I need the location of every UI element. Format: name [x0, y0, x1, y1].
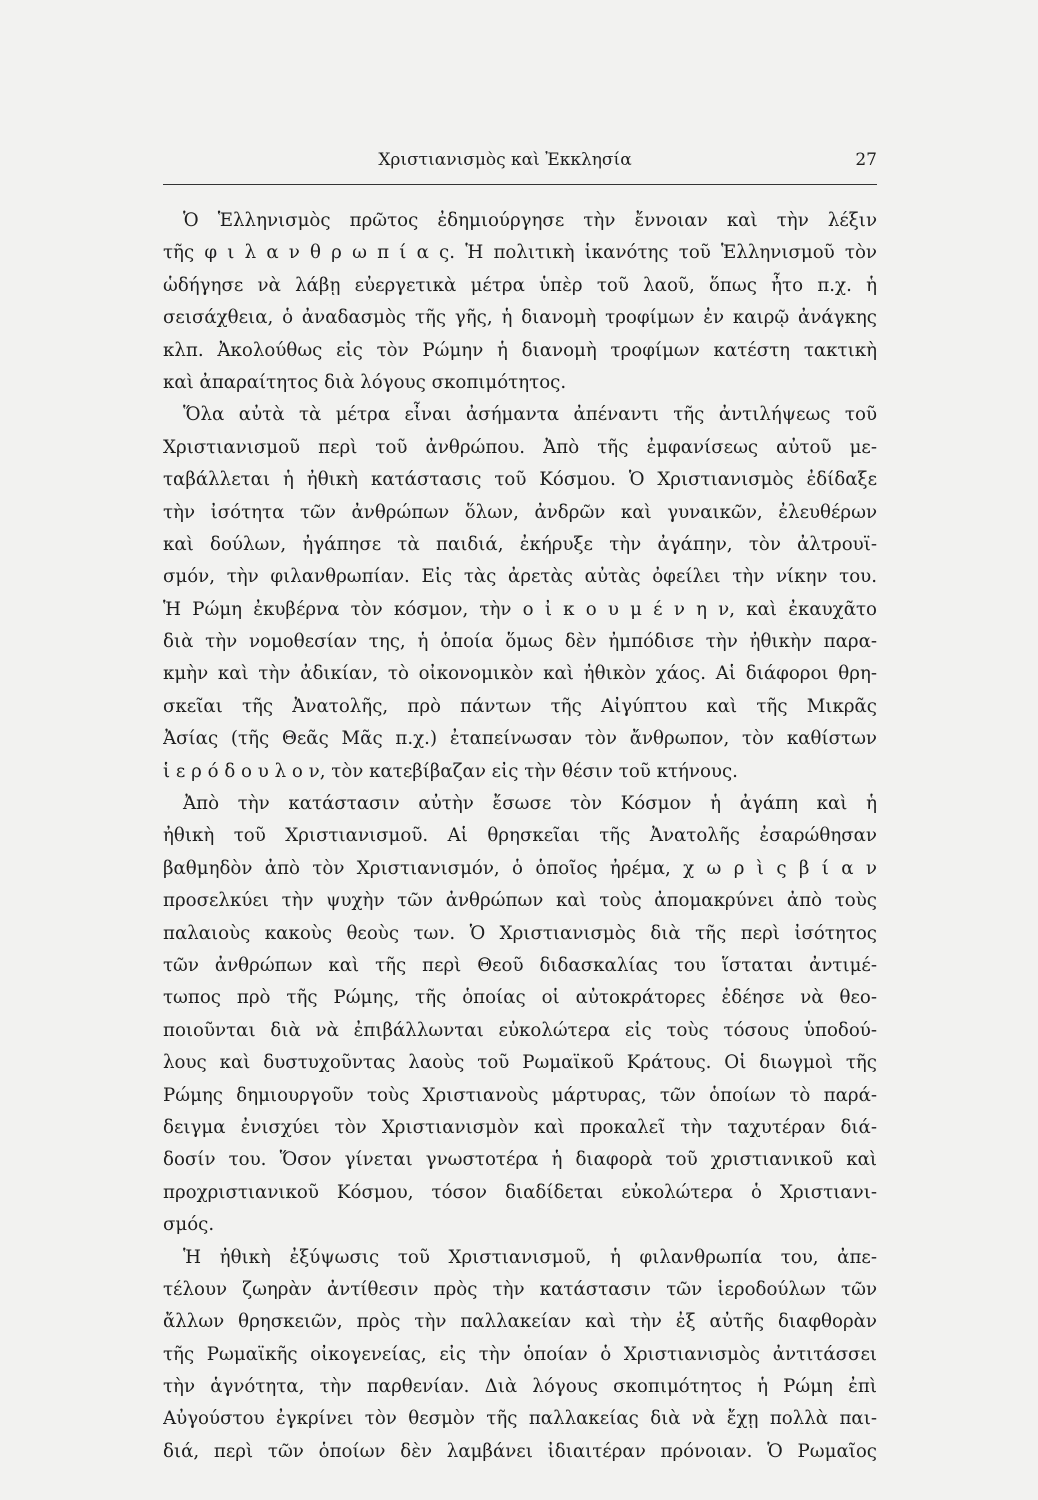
text-line: Ὅλα αὐτὰ τὰ μέτρα εἶναι ἀσήμαντα ἀπέναντι τῆς ἀντιλήψεως τοῦ: [183, 404, 877, 426]
text-line: διὰ τὴν νομοθεσίαν της, ἡ ὁποία ὅμως δὲν ἠμπόδισε τὴν ἠθικὴν παρα-: [163, 631, 877, 653]
text-line: Ἡ ἠθικὴ ἐξύψωσις τοῦ Χριστιανισμοῦ, ἡ φιλανθρωπία του, ἀπε-: [183, 1246, 877, 1268]
text-line: σκεῖαι τῆς Ἀνατολῆς, πρὸ πάντων τῆς Αἰγύπτου καὶ τῆς Μικρᾶς: [163, 695, 877, 717]
text-line: ἄλλων θρησκειῶν, πρὸς τὴν παλλακείαν καὶ τὴν ἐξ αὐτῆς διαφθορὰν: [163, 1311, 877, 1333]
text-line: προσελκύει τὴν ψυχὴν τῶν ἀνθρώπων καὶ τοὺς ἀπομακρύνει ἀπὸ τοὺς: [163, 890, 877, 912]
text-line: δοσίν του. Ὅσον γίνεται γνωστοτέρα ἡ διαφορὰ τοῦ χριστιανικοῦ καὶ: [163, 1149, 877, 1171]
text-line: σμός.: [163, 1214, 215, 1236]
text-line: Ἡ Ρώμη ἐκυβέρνα τὸν κόσμον, τὴν ο ἰ κ ο υ μ έ ν η ν, καὶ ἐκαυχᾶτο: [163, 598, 877, 620]
text-line: Χριστιανισμοῦ περὶ τοῦ ἀνθρώπου. Ἀπὸ τῆς ἐμφανίσεως αὐτοῦ με-: [163, 436, 877, 458]
body-text: [163, 205, 877, 1468]
text-line: τωπος πρὸ τῆς Ρώμης, τῆς ὁποίας οἱ αὐτοκράτορες ἐδέησε νὰ θεο-: [163, 987, 877, 1009]
text-line: σεισάχθεια, ὁ ἀναδασμὸς τῆς γῆς, ἡ διανομὴ τροφίμων ἐν καιρῷ ἀνάγκης: [163, 307, 877, 329]
text-line: Ἀπὸ τὴν κατάστασιν αὐτὴν ἔσωσε τὸν Κόσμον ἡ ἀγάπη καὶ ἡ: [183, 793, 877, 815]
text-line: καὶ ἀπαραίτητος διὰ λόγους σκοπιμότητος.: [163, 371, 567, 393]
text-line: δειγμα ἐνισχύει τὸν Χριστιανισμὸν καὶ προκαλεῖ τὴν ταχυτέραν διά-: [163, 1116, 877, 1138]
text-line: ἱ ε ρ ό δ ο υ λ ο ν, τὸν κατεβίβαζαν εἰς τὴν θέσιν τοῦ κτήνους.: [163, 760, 738, 782]
text-line: παλαιοὺς κακοὺς θεοὺς των. Ὁ Χριστιανισμὸς διὰ τῆς περὶ ἰσότητος: [163, 922, 877, 944]
text-line: τὴν ἰσότητα τῶν ἀνθρώπων ὅλων, ἀνδρῶν καὶ γυναικῶν, ἐλευθέρων: [163, 501, 877, 523]
text-line: τὴν ἁγνότητα, τὴν παρθενίαν. Διὰ λόγους σκοπιμότητος ἡ Ρώμη ἐπὶ: [163, 1376, 877, 1398]
text-line: τῶν ἀνθρώπων καὶ τῆς περὶ Θεοῦ διδασκαλίας του ἵσταται ἀντιμέ-: [163, 954, 877, 976]
text-line: κλπ. Ἀκολούθως εἰς τὸν Ρώμην ἡ διανομὴ τροφίμων κατέστη τακτικὴ: [163, 339, 877, 361]
text-line: καὶ δούλων, ἠγάπησε τὰ παιδιά, ἐκήρυξε τὴν ἀγάπην, τὸν ἀλτρουϊ-: [163, 533, 877, 555]
text-line: Αὐγούστου ἐγκρίνει τὸν θεσμὸν τῆς παλλακείας διὰ νὰ ἔχῃ πολλὰ παι-: [163, 1408, 877, 1430]
text-line: λους καὶ δυστυχοῦντας λαοὺς τοῦ Ρωμαϊκοῦ Κράτους. Οἱ διωγμοὶ τῆς: [163, 1052, 877, 1074]
text-line: Ρώμης δημιουργοῦν τοὺς Χριστιανοὺς μάρτυρας, τῶν ὁποίων τὸ παρά-: [163, 1084, 877, 1106]
text-line: κμὴν καὶ τὴν ἀδικίαν, τὸ οἰκονομικὸν καὶ ἠθικὸν χάος. Αἱ διάφοροι θρη-: [163, 663, 877, 685]
text-line: τέλουν ζωηρὰν ἀντίθεσιν πρὸς τὴν κατάστασιν τῶν ἱεροδούλων τῶν: [163, 1278, 877, 1300]
text-line: Ἀσίας (τῆς Θεᾶς Μᾶς π.χ.) ἐταπείνωσαν τὸν ἄνθρωπον, τὸν καθίστων: [163, 728, 877, 750]
text-line: σμόν, τὴν φιλανθρωπίαν. Εἰς τὰς ἀρετὰς αὐτὰς ὀφείλει τὴν νίκην του.: [163, 566, 877, 588]
page-number: 27: [855, 150, 877, 170]
text-line: τῆς Ρωμαϊκῆς οἰκογενείας, εἰς τὴν ὁποίαν ὁ Χριστιανισμὸς ἀντιτάσσει: [163, 1343, 877, 1365]
text-line: ποιοῦνται διὰ νὰ ἐπιβάλλωνται εὐκολώτερα εἰς τοὺς τόσους ὑποδού-: [163, 1019, 877, 1041]
text-line: βαθμηδὸν ἀπὸ τὸν Χριστιανισμόν, ὁ ὁποῖος ἠρέμα, χ ω ρ ὶ ς β ί α ν: [163, 857, 877, 879]
running-header: [163, 148, 877, 185]
text-line: διά, περὶ τῶν ὁποίων δὲν λαμβάνει ἰδιαιτέραν πρόνοιαν. Ὁ Ρωμαῖος: [163, 1440, 877, 1462]
text-line: Ὁ Ἑλληνισμὸς πρῶτος ἐδημιούργησε τὴν ἔννοιαν καὶ τὴν λέξιν: [183, 210, 877, 231]
running-title: Χριστιανισμὸς καὶ Ἐκκλησία: [378, 150, 632, 170]
text-line: ταβάλλεται ἡ ἠθικὴ κατάστασις τοῦ Κόσμου. Ὁ Χριστιανισμὸς ἐδίδαξε: [163, 469, 877, 491]
text-line: ἠθικὴ τοῦ Χριστιανισμοῦ. Αἱ θρησκεῖαι τῆς Ἀνατολῆς ἐσαρώθησαν: [163, 825, 877, 847]
text-line: ὡδήγησε νὰ λάβῃ εὐεργετικὰ μέτρα ὑπὲρ τοῦ λαοῦ, ὅπως ἦτο π.χ. ἡ: [163, 274, 877, 296]
text-line: τῆς φ ι λ α ν θ ρ ω π ί α ς. Ἡ πολιτικὴ ἱκανότης τοῦ Ἑλληνισμοῦ τὸν: [163, 242, 877, 264]
text-line: προχριστιανικοῦ Κόσμου, τόσον διαδίδεται εὐκολώτερα ὁ Χριστιανι-: [163, 1181, 877, 1203]
